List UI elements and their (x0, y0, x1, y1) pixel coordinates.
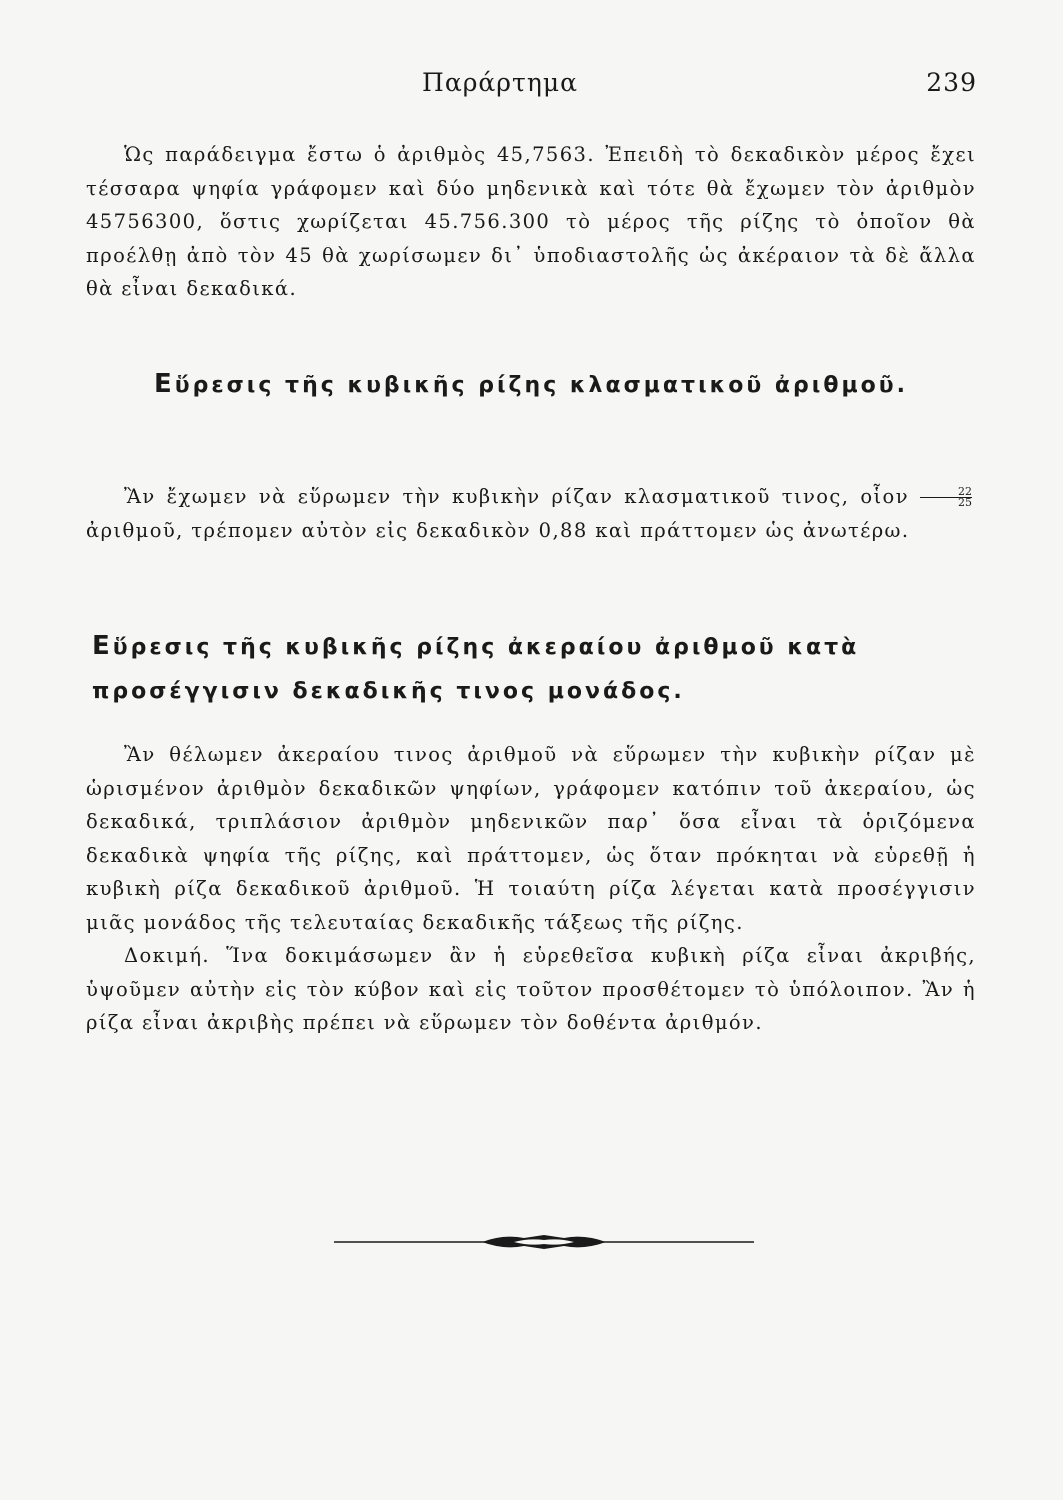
inline-fraction (920, 487, 972, 508)
fraction-numerator: 22 (920, 487, 972, 498)
heading-text: ὕρεσις τῆς κυβικῆς ρίζης κλασματικοῦ ἀριθμοῦ. (174, 373, 908, 398)
intro-paragraph: Ὡς παράδειγμα ἔστω ὁ ἀριθμὸς 45,7563. Ἐπειδὴ τὸ δεκαδικὸν μέρος ἔχει τέσσαρα ψηφία γράφομεν καὶ δύο μηδενικὰ καὶ τότε θὰ ἔχωμεν τὸν ἀριθμὸν 45756300, ὅστις χωρίζεται 45.756.300 τὸ μέρος τῆς ρίζης τὸ ὁποῖον θὰ προέλθῃ ἀπὸ τὸν 45 θὰ χωρίσωμεν δι᾽ ὑποδιαστολῆς ὡς ἀκέραιον τὰ δὲ ἄλλα θὰ εἶναι δεκαδικά. (86, 143, 976, 300)
section1-text-before-fraction: Ἂν ἔχωμεν νὰ εὕρωμεν τὴν κυβικὴν ρίζαν κλασματικοῦ τινος, οἷον (124, 485, 909, 508)
running-title: Παράρτημα (422, 68, 578, 97)
fraction-denominator: 25 (957, 496, 972, 509)
section1-paragraph-block (86, 480, 976, 547)
section-heading-integer-cube-root-approximation (92, 624, 972, 714)
page-header (0, 64, 1063, 104)
heading-initial-letter: Ε (92, 631, 113, 661)
section2-paragraph-2: Δοκιμή. Ἵνα δοκιμάσωμεν ἂν ἡ εὑρεθεῖσα κυβικὴ ρίζα εἶναι ἀκριβής, ὑψοῦμεν αὐτὴν εἰς τὸν κύβον καὶ εἰς τοῦτον προσθέτομεν τὸ ὑπόλοιπον. Ἂν ἡ ρίζα εἶναι ἀκριβὴς πρέπει νὰ εὕρωμεν τὸν δοθέντα ἀριθμόν. (86, 944, 976, 1034)
heading-text: ὕρεσις τῆς κυβικῆς ρίζης ἀκεραίου ἀριθμοῦ κατὰ προσέγγισιν δεκαδικῆς τινος μονάδος. (92, 635, 860, 704)
section-heading-fraction-cube-root (96, 362, 966, 408)
section2-paragraph-block (86, 738, 976, 1040)
section1-paragraph (86, 480, 976, 547)
end-ornament-icon (334, 1232, 754, 1252)
section2-paragraph-1: Ἂν θέλωμεν ἀκεραίου τινος ἀριθμοῦ νὰ εὕρωμεν τὴν κυβικὴν ρίζαν μὲ ὡρισμένον ἀριθμὸν δεκαδικῶν ψηφίων, γράφομεν κατόπιν τοῦ ἀκεραίου, ὡς δεκαδικά, τριπλάσιον ἀριθμὸν μηδενικῶν παρ᾽ ὅσα εἶναι τὰ ὁριζόμενα δεκαδικὰ ψηφία τῆς ρίζης, καὶ πράττομεν, ὡς ὅταν πρόκηται νὰ εὑρεθῇ ἡ κυβικὴ ρίζα δεκαδικοῦ ἀριθμοῦ. Ἡ τοιαύτη ρίζα λέγεται κατὰ προσέγγισιν μιᾶς μονάδος τῆς τελευταίας δεκαδικῆς τάξεως τῆς ρίζης. (86, 743, 976, 934)
page-number: 239 (926, 68, 977, 97)
section1-text-after-fraction: ἀριθμοῦ, τρέπομεν αὐτὸν εἰς δεκαδικὸν 0,88 καὶ πράττομεν ὡς ἀνωτέρω. (86, 518, 910, 542)
intro-paragraph-block (86, 138, 976, 306)
heading-initial-letter: Ε (154, 369, 175, 399)
